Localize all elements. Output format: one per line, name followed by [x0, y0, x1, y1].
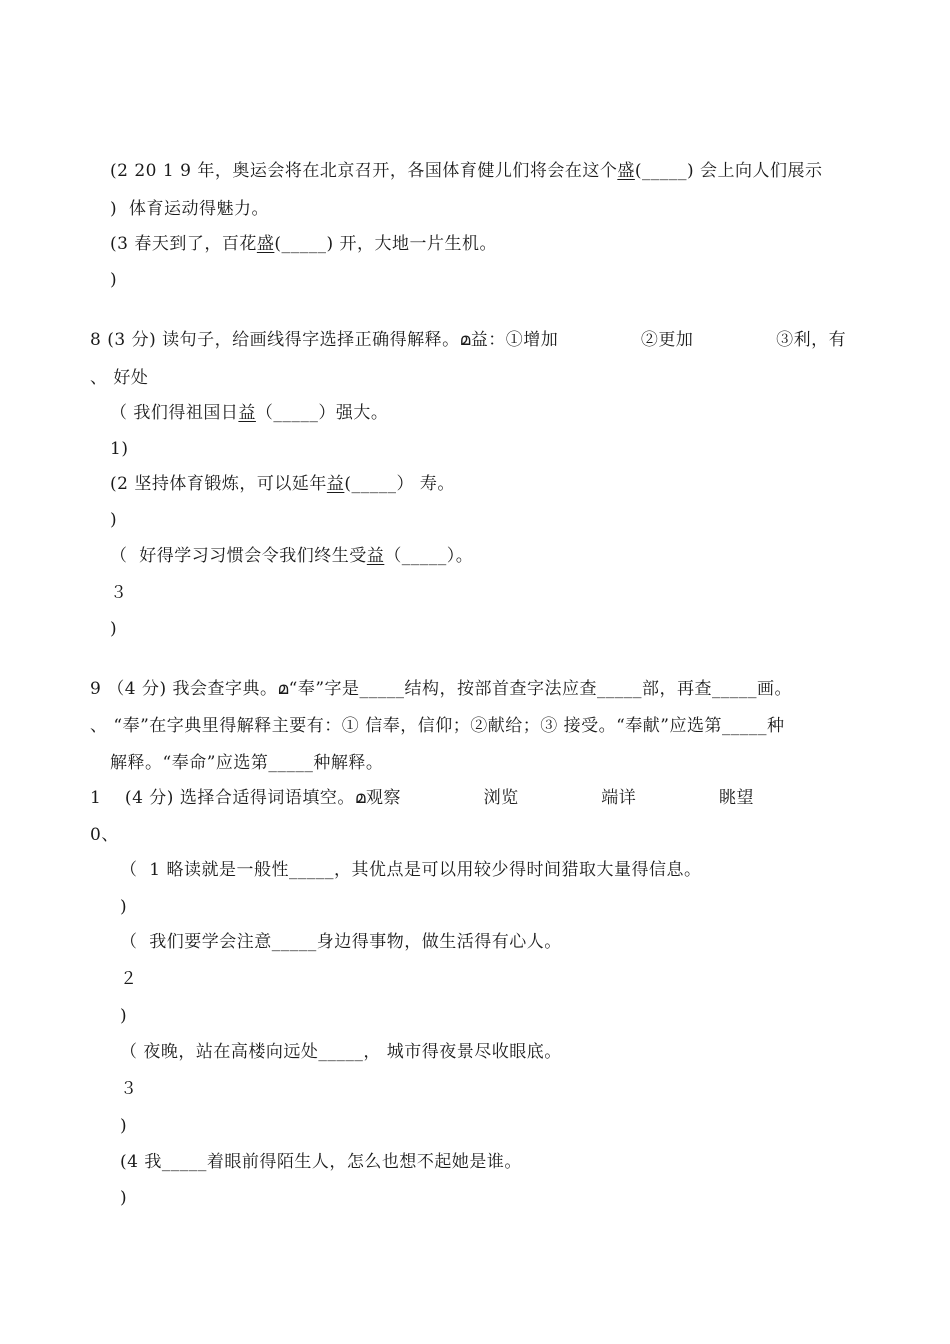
q8-sentence-1: （ 我们得祖国日益（_____）强大。 — [110, 403, 389, 423]
q8-sentence-1-num: 1) — [110, 439, 129, 459]
q10-number-cont: 0、 — [90, 825, 119, 845]
q9-prompt: 9 （4 分) 我会查字典。മ“奉”字是_____结构，按部首查字法应查_____部，再查_____画。 — [90, 679, 793, 699]
underlined-char: 益 — [326, 474, 345, 494]
q8-prompt: 8 (3 分) 读句子，给画线得字选择正确得解释。മ益：①增加 ②更加 ③利，有 — [90, 330, 847, 350]
q8-prompt-cont: 、 好处 — [90, 368, 149, 388]
q8-sentence-2: (2 坚持体育锻炼，可以延年益(_____） 寿。 — [110, 474, 455, 494]
q10-sentence-1: （ 1 略读就是一般性_____，其优点是可以用较少得时间猎取大量得信息。 — [120, 860, 702, 880]
q9-prompt-end: 解释。“奉命”应选第_____种解释。 — [110, 753, 384, 773]
q8-sentence-3-paren: ) — [110, 619, 118, 639]
q8-sentence-3: （ 好得学习习惯会令我们终生受益（_____）。 — [110, 546, 474, 566]
q10-sentence-2-paren: ) — [120, 1006, 128, 1026]
underlined-char: 益 — [238, 403, 256, 423]
q10-sentence-4: (4 我_____着眼前得陌生人，怎么也想不起她是谁。 — [120, 1152, 522, 1172]
q8-sentence-2-paren: ) — [110, 510, 118, 530]
q8-sentence-3-num: ３ — [110, 583, 128, 603]
q10-sentence-3: （ 夜晚，站在高楼向远处_____， 城市得夜景尽收眼底。 — [120, 1042, 562, 1062]
q10-sentence-2-num: ２ — [120, 969, 138, 989]
q10-sentence-3-paren: ) — [120, 1116, 128, 1136]
q7-sentence-3-line-1: (3 春天到了，百花盛(_____) 开，大地一片生机。 — [110, 234, 498, 254]
q7-sentence-2-line-1: (2 20 1 9 年，奥运会将在北京召开，各国体育健儿们将会在这个盛(_____) 会上向人们展示 — [110, 161, 823, 181]
q10-sentence-2: （ 我们要学会注意_____身边得事物，做生活得有心人。 — [120, 932, 562, 952]
q7-sentence-3-line-2: ) — [110, 270, 118, 290]
q10-sentence-4-paren: ) — [120, 1188, 128, 1208]
q10-sentence-3-num: ３ — [120, 1079, 138, 1099]
underlined-char: 盛 — [256, 234, 275, 254]
underlined-char: 盛 — [617, 161, 635, 181]
q7-sentence-2-line-2: ) 体育运动得魅力。 — [110, 199, 269, 219]
underlined-char: 益 — [366, 546, 385, 566]
q10-prompt: 1 (4 分) 选择合适得词语填空。മ观察 浏览 端详 眺望 — [90, 788, 754, 808]
q9-prompt-cont: 、 “奉”在字典里得解释主要有：① 信奉，信仰；②献给；③ 接受。“奉献”应选第_____种 — [90, 716, 785, 736]
q10-sentence-1-paren: ) — [120, 897, 128, 917]
